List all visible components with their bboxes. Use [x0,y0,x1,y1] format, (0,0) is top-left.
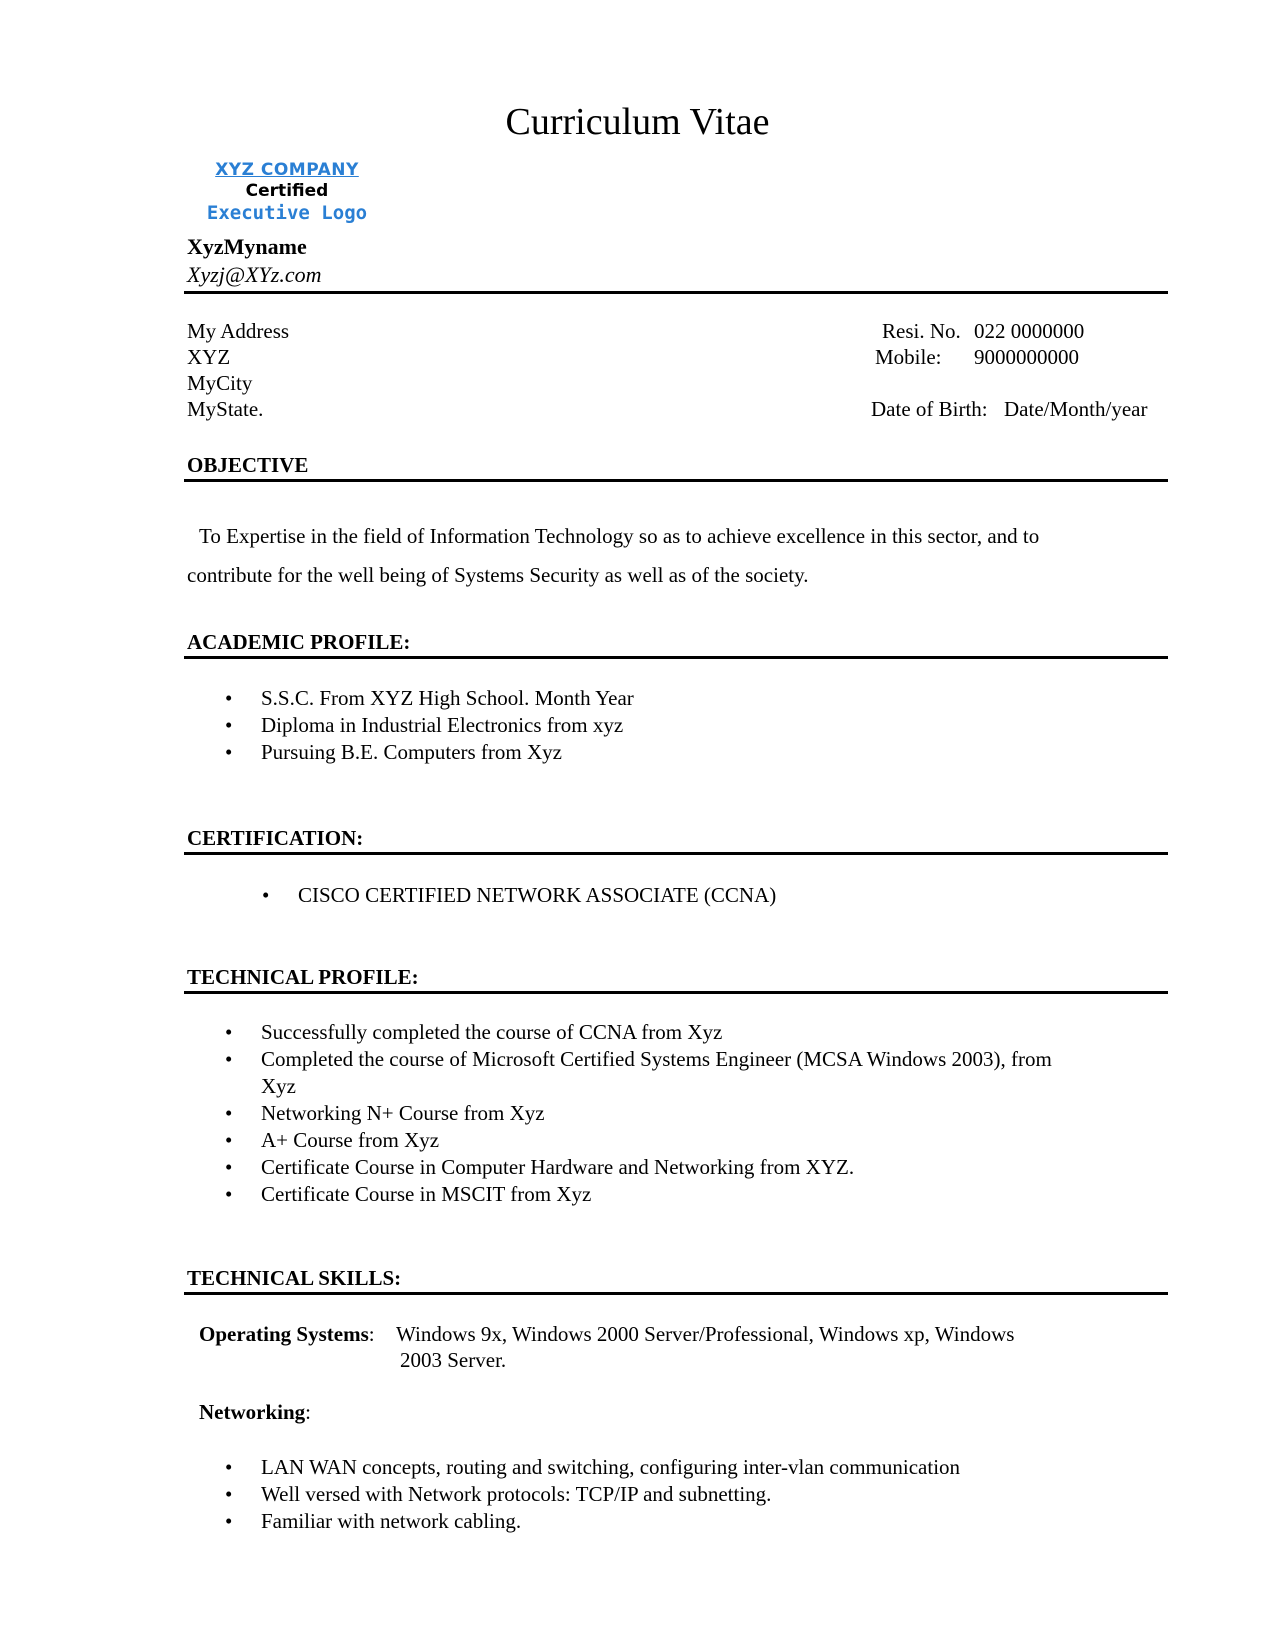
bullet-icon: • [225,1047,233,1071]
bullet-icon: • [225,1509,233,1533]
bullet-icon: • [225,1482,233,1506]
bullet-icon: • [225,686,233,710]
candidate-name: XyzMyname [187,234,307,259]
os-text-line-1: Windows 9x, Windows 2000 Server/Professional, Windows xp, Windows [396,1322,1015,1346]
mobile-value: 9000000000 [974,345,1079,369]
bullet-icon: • [225,1020,233,1044]
dob-label: Date of Birth: [871,397,988,421]
company-logo [192,160,382,224]
os-row [199,1322,375,1347]
document-title: Curriculum Vitae [505,101,770,143]
candidate-email: Xyzj@XYz.com [187,262,322,287]
os-text-line-2: 2003 Server. [400,1348,507,1372]
networking-row [199,1400,311,1425]
bullet-icon: • [225,1101,233,1125]
logo-company-text: XYZ COMPANY [215,160,359,180]
technical-skills-divider [184,1292,1168,1295]
objective-text-line-2: contribute for the well being of Systems Security as well as of the society. [187,563,809,587]
technical-profile-heading: TECHNICAL PROFILE: [187,965,419,989]
bullet-icon: • [225,713,233,737]
resi-label: Resi. No. [882,319,961,343]
bullet-icon: • [225,1128,233,1152]
academic-divider [184,656,1168,659]
address-line-4: MyState. [187,397,264,421]
bullet-icon: • [225,1455,233,1479]
objective-text-line-1: To Expertise in the field of Information Technology so as to achieve excellence in this sector, and to [199,524,1040,548]
bullet-icon: • [262,883,270,907]
bullet-icon: • [225,1155,233,1179]
logo-certified-text: Certified [245,181,329,201]
certification-heading: CERTIFICATION: [187,826,364,850]
address-line-1: My Address [187,319,290,343]
mobile-label: Mobile: [875,345,942,369]
academic-heading: ACADEMIC PROFILE: [187,630,411,654]
logo-executive-text: Executive Logo [206,202,368,224]
os-colon: : [368,1322,375,1346]
address-line-3: MyCity [187,371,253,395]
header-divider [184,291,1168,294]
os-label: Operating Systems [199,1322,369,1346]
objective-divider [184,479,1168,482]
technical-profile-item-continuation: Xyz [261,1074,296,1098]
bullet-icon: • [225,740,233,764]
technical-profile-divider [184,991,1168,994]
technical-skills-heading: TECHNICAL SKILLS: [187,1266,402,1290]
bullet-icon: • [225,1182,233,1206]
certification-divider [184,852,1168,855]
address-line-2: XYZ [187,345,231,369]
objective-heading: OBJECTIVE [187,453,309,477]
resi-value: 022 0000000 [974,319,1085,343]
networking-colon: : [305,1400,312,1424]
dob-value: Date/Month/year [1004,397,1148,421]
networking-label: Networking [199,1400,306,1424]
